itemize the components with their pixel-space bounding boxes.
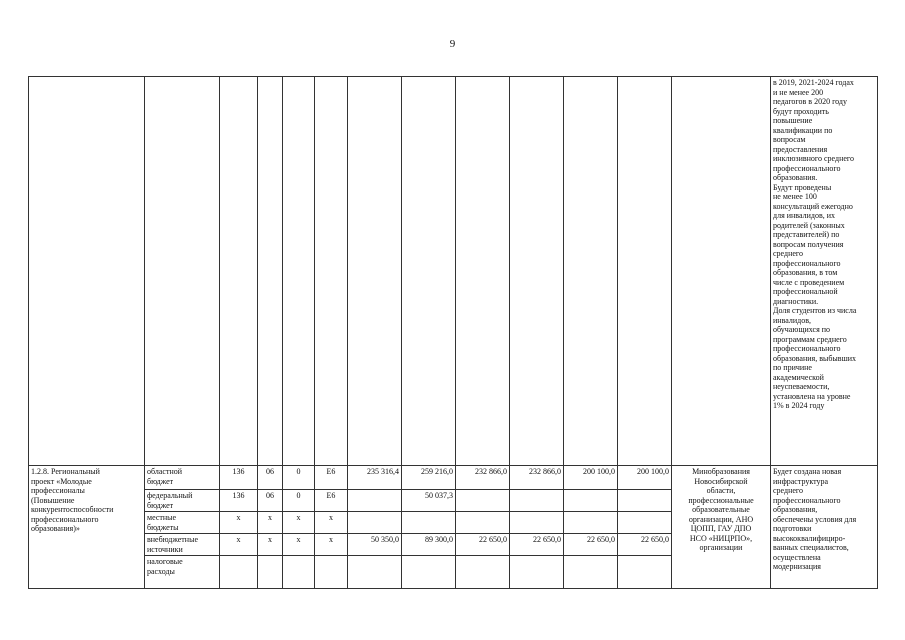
project-name-cell: 1.2.8. Региональный проект «Молодые профессионалы (Повышение конкурентоспособности профессионального образования)» [29, 466, 145, 589]
empty-cell [348, 77, 402, 466]
amount-cell [348, 512, 402, 534]
empty-cell [315, 77, 348, 466]
amount-cell: 22 650,0 [456, 534, 510, 556]
amount-cell: 22 650,0 [510, 534, 564, 556]
empty-cell [283, 77, 315, 466]
amount-cell: 232 866,0 [510, 466, 564, 490]
funding-source-cell: областной бюджет [145, 466, 220, 490]
code-cell: х [315, 512, 348, 534]
code-cell [220, 556, 258, 589]
page-number: 9 [449, 38, 456, 50]
amount-cell [564, 556, 618, 589]
empty-cell [672, 77, 771, 466]
amount-cell [618, 490, 672, 512]
amount-cell [618, 512, 672, 534]
amount-cell [564, 490, 618, 512]
amount-cell: 235 316,4 [348, 466, 402, 490]
amount-cell: 200 100,0 [564, 466, 618, 490]
empty-cell [220, 77, 258, 466]
amount-cell [402, 556, 456, 589]
code-cell: 136 [220, 490, 258, 512]
amount-cell: 232 866,0 [456, 466, 510, 490]
amount-cell [456, 556, 510, 589]
expected-result-cell: Будет создана новая инфраструктура среднего профессионального образования, обеспечены условия для подготовки высококвалифициро- ванных специалистов, осуществлена модернизация [771, 466, 878, 589]
funding-source-cell: внебюджетные источники [145, 534, 220, 556]
code-cell: 136 [220, 466, 258, 490]
code-cell: 0 [283, 466, 315, 490]
code-cell [315, 556, 348, 589]
amount-cell: 22 650,0 [564, 534, 618, 556]
empty-cell [145, 77, 220, 466]
amount-cell: 259 216,0 [402, 466, 456, 490]
amount-cell [510, 490, 564, 512]
amount-cell: 50 037,3 [402, 490, 456, 512]
amount-cell [564, 512, 618, 534]
amount-cell [348, 556, 402, 589]
empty-cell [258, 77, 283, 466]
code-cell: х [220, 512, 258, 534]
empty-cell [510, 77, 564, 466]
empty-cell [402, 77, 456, 466]
funding-source-cell: налоговые расходы [145, 556, 220, 589]
amount-cell [510, 556, 564, 589]
amount-cell: 200 100,0 [618, 466, 672, 490]
code-cell: 0 [283, 490, 315, 512]
amount-cell [348, 490, 402, 512]
empty-cell [564, 77, 618, 466]
code-cell: Е6 [315, 466, 348, 490]
amount-cell: 22 650,0 [618, 534, 672, 556]
code-cell [283, 556, 315, 589]
code-cell: х [283, 512, 315, 534]
amount-cell [456, 490, 510, 512]
empty-cell [29, 77, 145, 466]
code-cell: х [220, 534, 258, 556]
amount-cell: 89 300,0 [402, 534, 456, 556]
amount-cell [402, 512, 456, 534]
program-table [28, 76, 878, 589]
amount-cell: 50 350,0 [348, 534, 402, 556]
code-cell: х [258, 534, 283, 556]
code-cell: х [258, 512, 283, 534]
code-cell: х [283, 534, 315, 556]
carryover-row [29, 77, 878, 466]
amount-cell [510, 512, 564, 534]
code-cell: х [315, 534, 348, 556]
funding-source-cell: федеральный бюджет [145, 490, 220, 512]
empty-cell [456, 77, 510, 466]
code-cell [258, 556, 283, 589]
code-cell: 06 [258, 490, 283, 512]
code-cell: 06 [258, 466, 283, 490]
executors-cell: Минобразования Новосибирской области, профессиональные образовательные организации, АНО ЦОПП, ГАУ ДПО НСО «НИЦРПО», организации [672, 466, 771, 589]
table-row [29, 466, 878, 490]
expected-result-cell: в 2019, 2021-2024 годах и не менее 200 педагогов в 2020 году будут проходить повышение квалификации по вопросам предоставления инклюзивного среднего профессионального образования. Будут проведены не менее 100 консультаций ежегодно для инвалидов, их родителей (законных представителей) по вопросам получения среднего профессионального образования, в том числе с проведением профессиональной диагностики. Доля студентов из числа инвалидов, обучающихся по программам среднего профессионального образования, выбывших по причине академической неуспеваемости, установлена на уровне 1% в 2024 году [771, 77, 878, 466]
amount-cell [618, 556, 672, 589]
funding-source-cell: местные бюджеты [145, 512, 220, 534]
empty-cell [618, 77, 672, 466]
code-cell: Е6 [315, 490, 348, 512]
amount-cell [456, 512, 510, 534]
